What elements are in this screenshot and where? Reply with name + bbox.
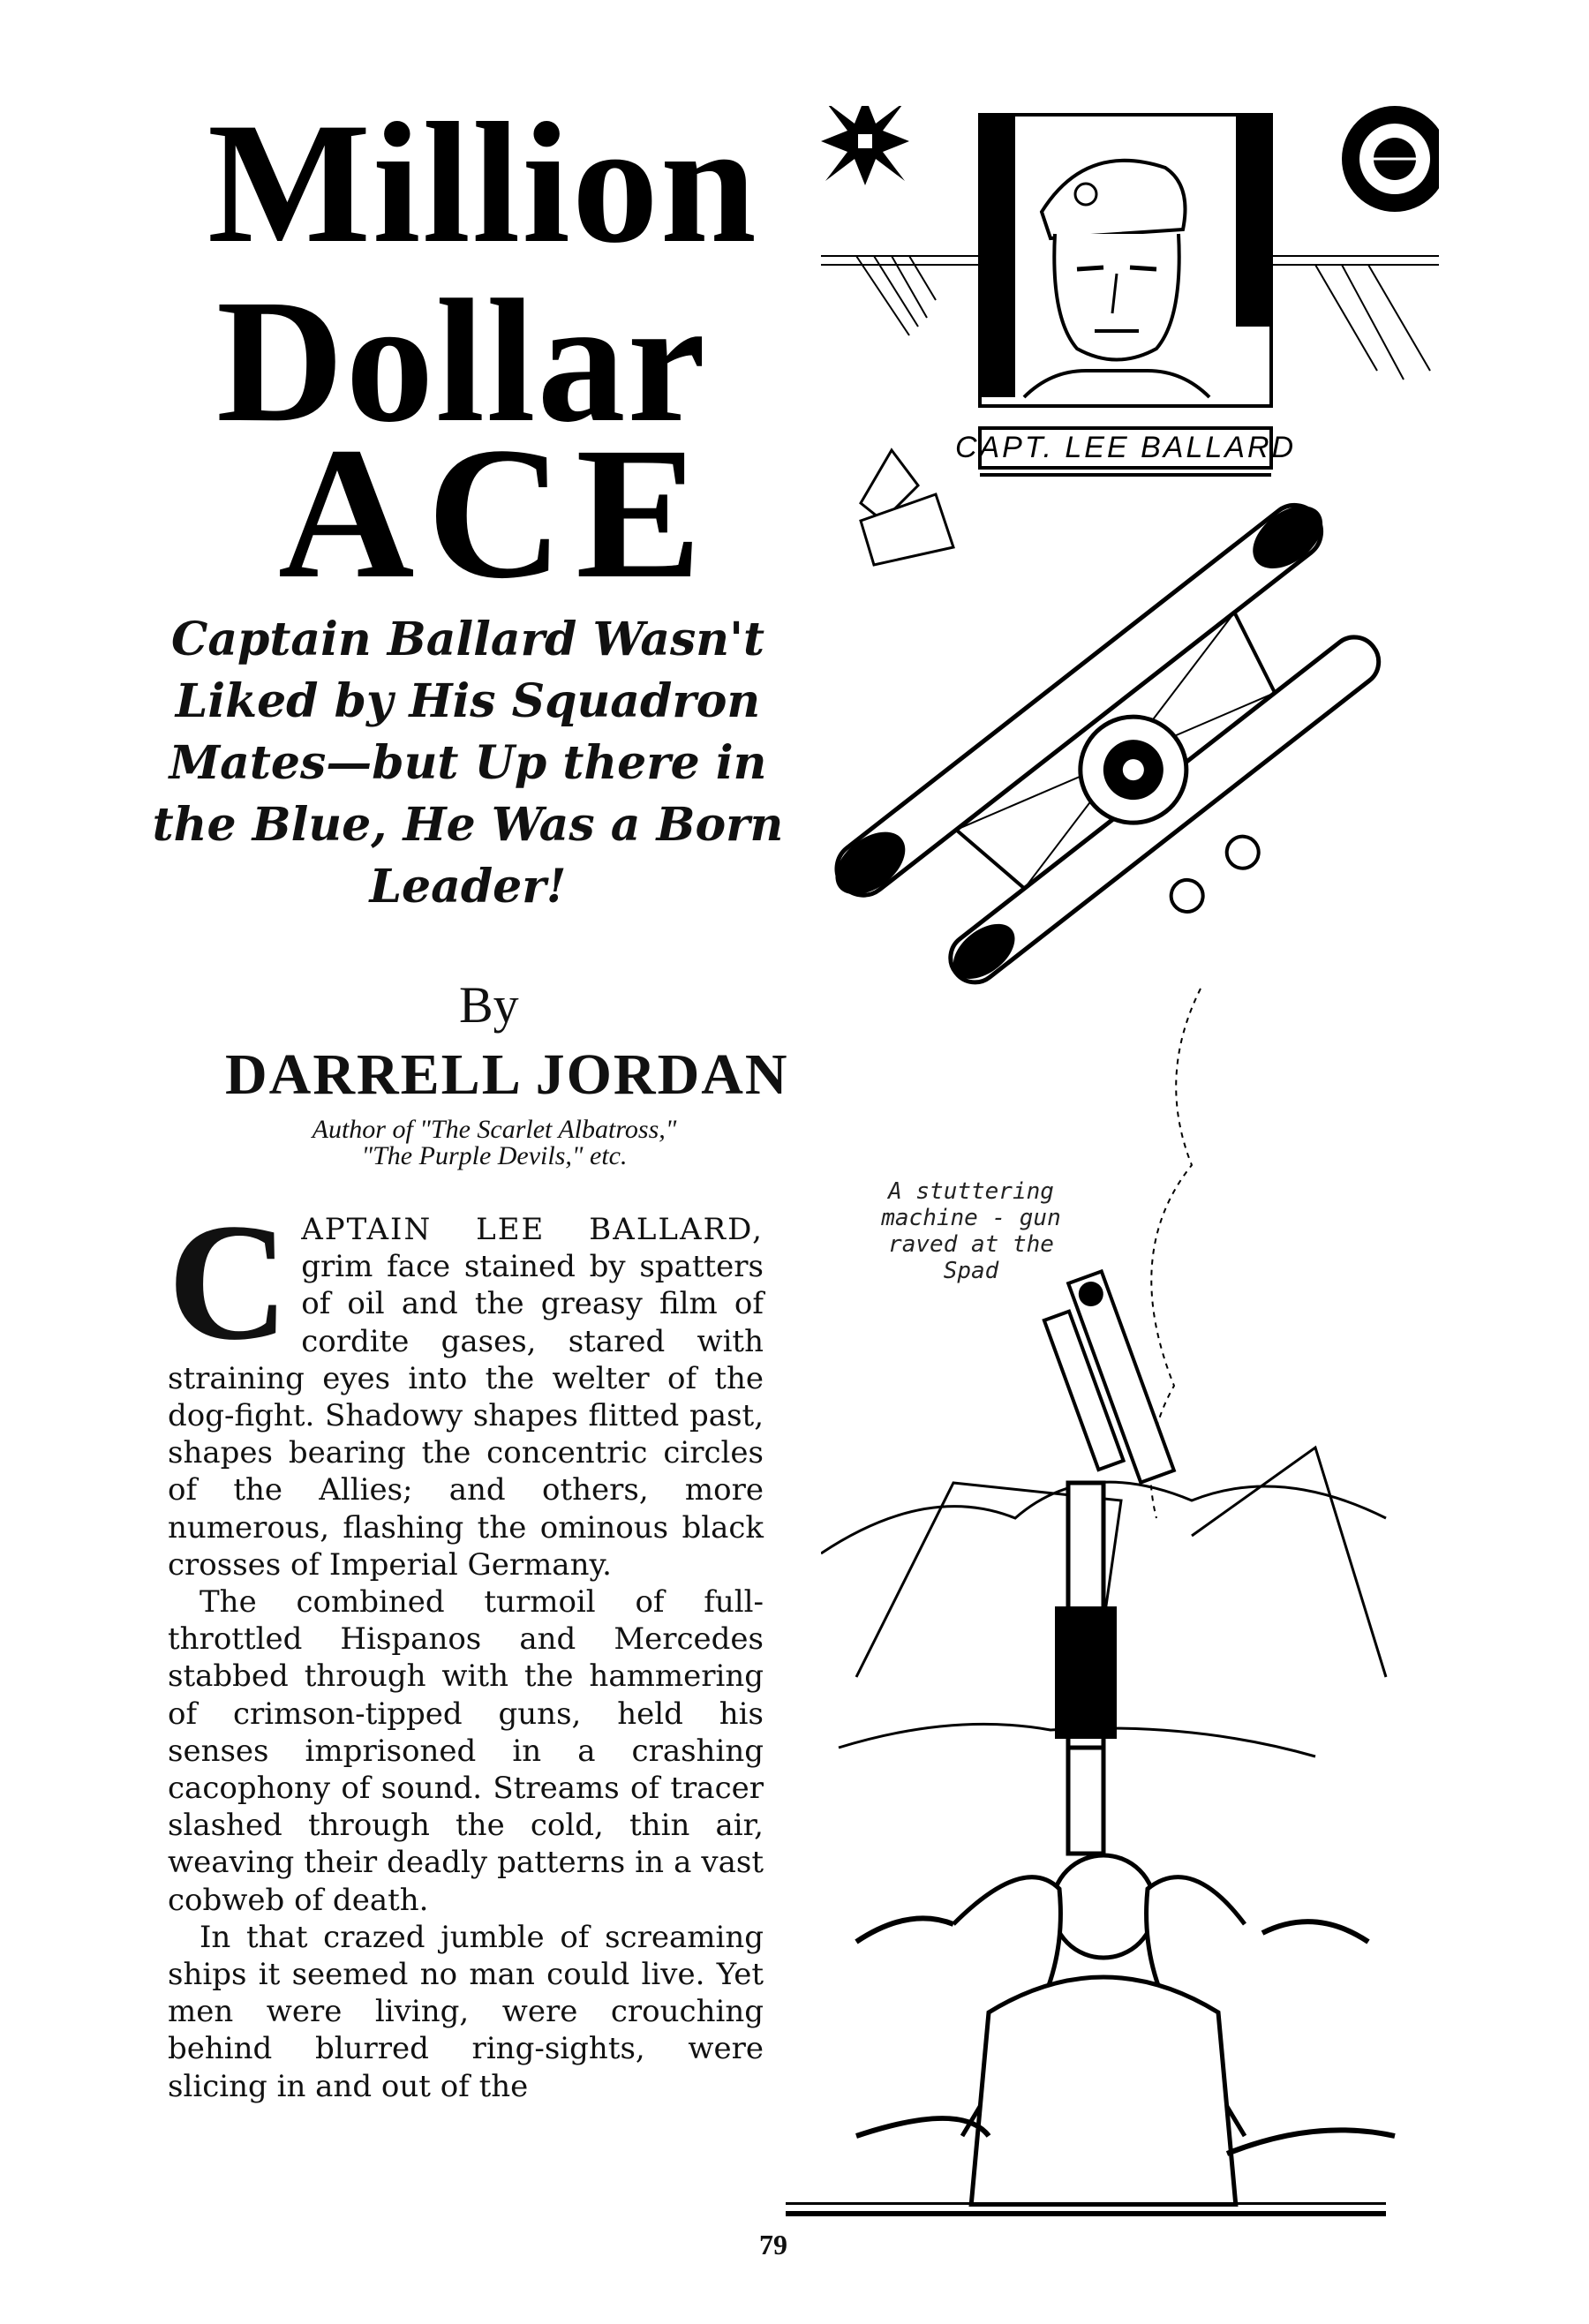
drop-cap: C: [168, 1190, 290, 1375]
author-name: DARRELL JORDAN: [225, 1042, 789, 1107]
subtitle: Captain Ballard Wasn't Liked by His Squadron Mates—but Up there in the Blue, He Was a Born Leader!: [152, 613, 784, 914]
bottom-rule-thick: [786, 2211, 1386, 2216]
title-dollar: Dollar: [216, 264, 708, 459]
byline-by: By: [459, 976, 519, 1034]
title-ace: ACE: [278, 409, 714, 618]
opening-words: APTAIN LEE BALLARD,: [301, 1212, 764, 1247]
paragraph-1: [168, 1190, 764, 1583]
pilot-portrait: [955, 115, 1296, 475]
paragraph-1-text: grim face stained by spatters of oil and the greasy film of cordite gases, stared with straining eyes into the welter of the dog-fight. Shadowy shapes flitted past, shapes bearing the concentric circles of the Allies; and others, more numerous, flashing the ominous black crosses of Imperial Germany.: [168, 1249, 764, 1583]
paragraph-3: In that crazed jumble of screaming ships it seemed no man could live. Yet men were living, were crouching behind blurred ring-sights, were slicing in and out of the: [168, 1919, 764, 2104]
title-million: Million: [207, 87, 758, 279]
article-body: [168, 1190, 764, 2105]
portrait-label: CAPT. LEE BALLARD: [954, 431, 1297, 464]
paragraph-2: The combined turmoil of full-throttled Hispanos and Mercedes stabbed through with the hammering of crimson-tipped guns, held his senses imprisoned in a crashing cacophony of sound. Streams of tracer slashed through the cold, thin air, weaving their deadly patterns in a vast cobweb of death.: [168, 1584, 764, 1918]
distant-plane: [861, 450, 953, 565]
iron-cross-icon: [821, 106, 909, 185]
illustration-caption: A stuttering machine - gun raved at the Spad: [881, 1178, 1061, 1284]
machine-gunner: [856, 1483, 1395, 2207]
author-credit-line-2: "The Purple Devils," etc.: [361, 1141, 628, 1170]
author-credit-line-1: Author of "The Scarlet Albatross,": [312, 1115, 677, 1144]
roundel-icon: [1342, 106, 1439, 212]
page-number: 79: [759, 2229, 787, 2260]
bottom-rule-thin: [786, 2202, 1386, 2205]
illustration: [821, 106, 1439, 2207]
biplane: [823, 492, 1439, 1074]
